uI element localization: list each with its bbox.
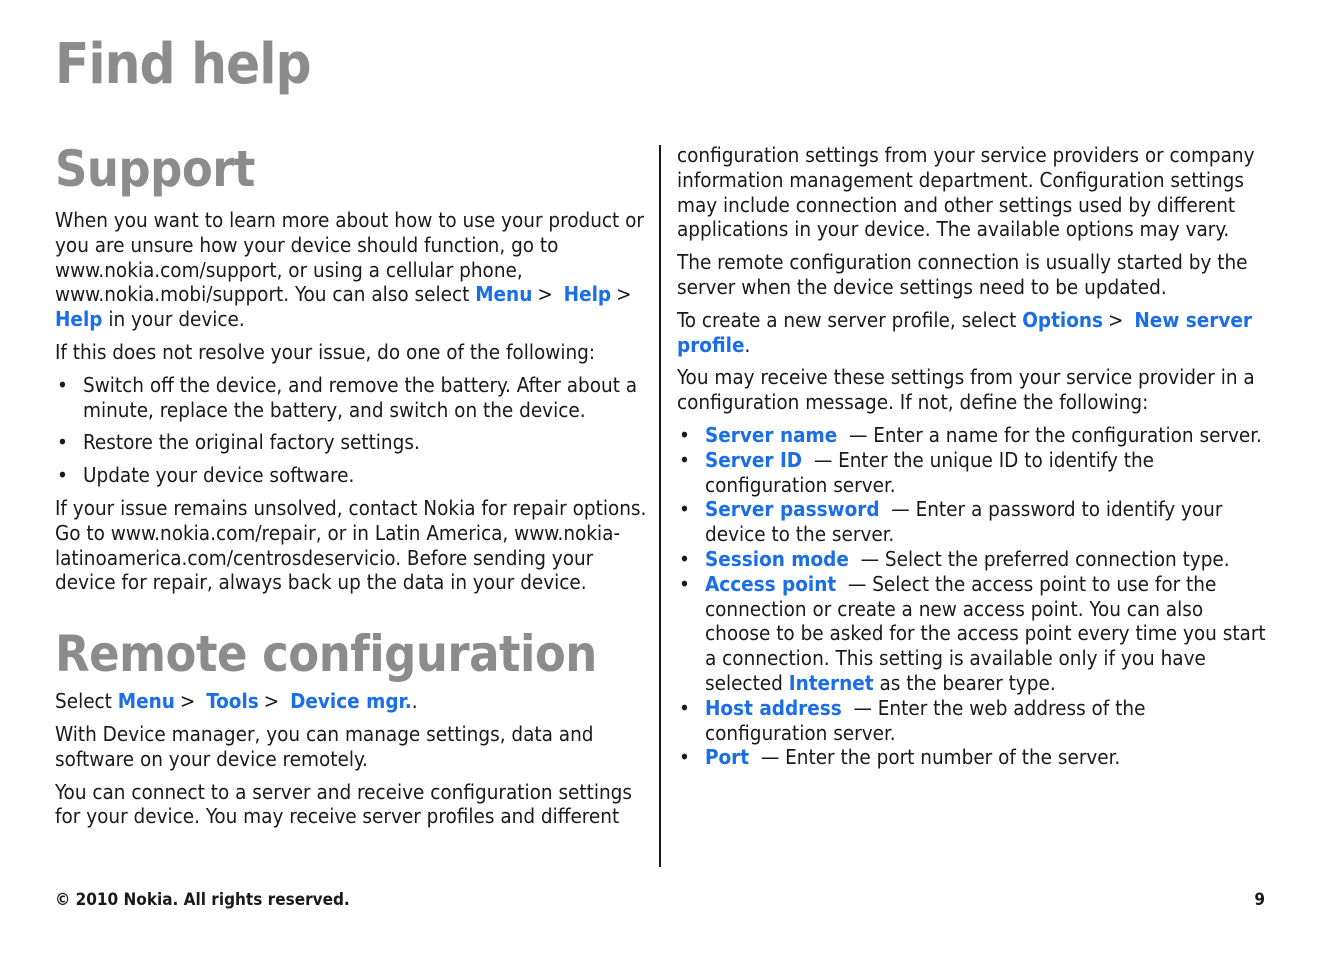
help-link-2[interactable]: Help (55, 307, 103, 332)
remote-p4: To create a new server profile, select Options > New server profile. (677, 307, 1252, 357)
remote-select-path: Select Menu > Tools > Device mgr.. (55, 689, 418, 714)
left-column (55, 140, 647, 829)
list-item: • Server password — Enter a password to identify your device to the server. (679, 497, 1223, 547)
support-if-not: If this does not resolve your issue, do one of the following: (55, 339, 596, 364)
page-title: Find help (55, 32, 311, 97)
remote-p5: You may receive these settings from your service provider in a configuration message. If not, define the following: (677, 365, 1255, 415)
new-server-profile-link[interactable]: New server profile (677, 307, 1252, 357)
list-item: • Server name — Enter a name for the configuration server. (679, 422, 1262, 447)
support-intro-text: When you want to learn more about how to use your product or you are unsure how your device should function, go to www.nokia.com/support, or using a cellular phone, www.nokia.mobi/support. You can also select (55, 208, 644, 307)
menu-link[interactable]: Menu (117, 689, 175, 714)
list-item: • Update your device software. (57, 463, 355, 488)
remote-p1: With Device manager, you can manage settings, data and software on your device remotely. (55, 721, 594, 771)
session-mode-term[interactable]: Session mode (705, 546, 849, 571)
support-heading: Support (55, 140, 255, 198)
list-item: • Switch off the device, and remove the battery. After about a minute, replace the battery, and switch on the device. (57, 372, 638, 422)
support-bullet-list (55, 373, 647, 488)
help-link[interactable]: Help (563, 282, 612, 307)
server-id-term[interactable]: Server ID (705, 447, 803, 472)
list-item: • Access point — Select the access point to use for the connection or create a new access point. You can also choose to be asked for the access point every time you start a connection. This setting is available only if you have selected Internet as the bearer type. (679, 571, 1266, 695)
support-intro-end: in your device. (108, 307, 245, 332)
list-item: • Server ID — Enter the unique ID to identify the configuration server. (679, 447, 1154, 497)
list-item: • Session mode — Select the preferred connection type. (679, 546, 1230, 571)
tools-link[interactable]: Tools (206, 689, 259, 714)
port-term[interactable]: Port (705, 745, 750, 770)
access-point-term[interactable]: Access point (705, 571, 837, 596)
config-field-list (677, 423, 1267, 770)
support-unsolved: If your issue remains unsolved, contact Nokia for repair options. Go to www.nokia.com/repair, or in Latin America, www.nokia-latinoamerica.com/centrosdeservicio. Before sending your device for repair, always back up the data in your device. (55, 495, 647, 595)
list-item: • Port — Enter the port number of the server. (679, 745, 1121, 770)
remote-p2-start: You can connect to a server and receive configuration settings for your device. You may receive server profiles and different (55, 779, 633, 829)
list-item: • Restore the original factory settings. (57, 430, 420, 455)
menu-link[interactable]: Menu (475, 282, 533, 307)
support-intro: When you want to learn more about how to use your product or you are unsure how your device should function, go to www.nokia.com/support, or using a cellular phone, www.nokia.mobi/support. You can also select Menu > Help > Help in your device. (55, 208, 644, 332)
footer-copyright: © 2010 Nokia. All rights reserved. (55, 890, 350, 910)
host-address-term[interactable]: Host address (705, 695, 842, 720)
list-item: • Host address — Enter the web address of the configuration server. (679, 695, 1146, 745)
internet-term[interactable]: Internet (788, 670, 874, 695)
column-divider (659, 145, 661, 867)
options-link[interactable]: Options (1022, 307, 1104, 332)
remote-p3: The remote configuration connection is usually started by the server when the device settings need to be updated. (677, 250, 1248, 299)
page-number: 9 (1254, 890, 1265, 910)
server-name-term[interactable]: Server name (705, 422, 838, 447)
remote-p2-end: configuration settings from your service providers or company information management department. Configuration settings may include connection and other settings used by different applications in your device. The available options may vary. (677, 143, 1255, 242)
server-password-term[interactable]: Server password (705, 497, 880, 522)
right-column (677, 143, 1267, 778)
device-mgr-link[interactable]: Device mgr. (290, 689, 412, 714)
remote-config-heading: Remote configuration (55, 625, 597, 684)
